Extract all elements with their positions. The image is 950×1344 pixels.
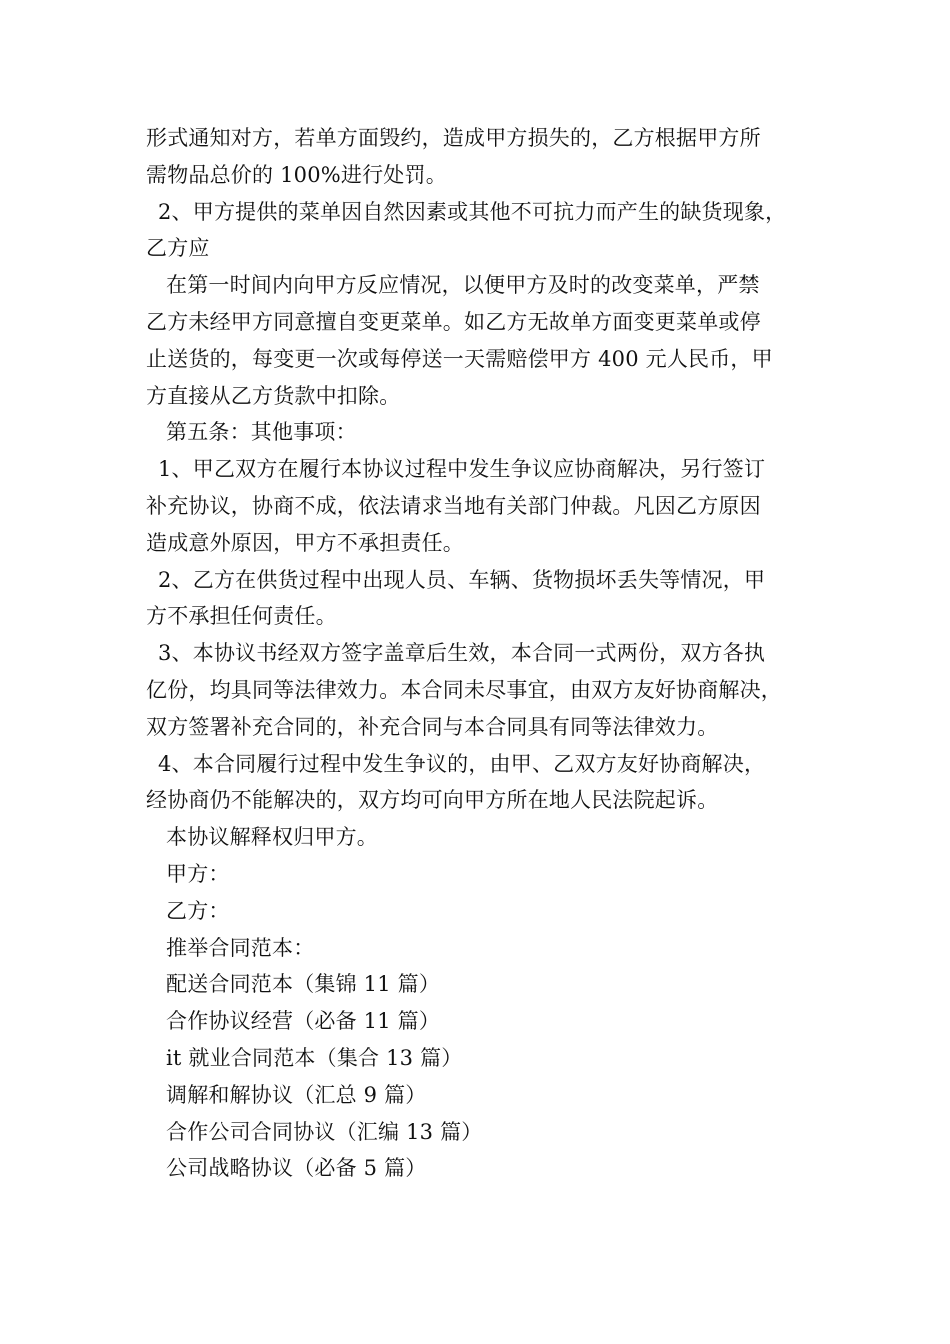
body-line: 方直接从乙方货款中扣除。 bbox=[146, 383, 401, 408]
body-line: 需物品总价的 100%进行处罚。 bbox=[146, 162, 447, 187]
document-page bbox=[146, 120, 836, 1187]
body-line: 亿份，均具同等法律效力。本合同未尽事宜，由双方友好协商解决， bbox=[146, 677, 782, 702]
body-line: 形式通知对方，若单方面毁约，造成甲方损失的，乙方根据甲方所 bbox=[146, 126, 761, 150]
interpretation-line: 本协议解释权归甲方。 bbox=[166, 825, 378, 850]
body-line: 补充协议，协商不成，依法请求当地有关部门仲裁。凡因乙方原因 bbox=[146, 493, 761, 518]
recommended-link[interactable]: 调解和解协议（汇总 9 篇） bbox=[166, 1082, 427, 1107]
body-line: 经协商仍不能解决的，双方均可向甲方所在地人民法院起诉。 bbox=[146, 788, 719, 813]
clause-2-line: 2、甲方提供的菜单因自然因素或其他不可抗力而产生的缺货现象， bbox=[158, 199, 787, 224]
body-line: 止送货的，每变更一次或每停送一天需赔偿甲方 400 元人民币，甲 bbox=[146, 346, 773, 371]
body-line: 乙方应 bbox=[146, 236, 210, 261]
recommended-heading: 推举合同范本： bbox=[166, 935, 315, 960]
body-line: 在第一时间内向甲方反应情况，以便甲方及时的改变菜单，严禁 bbox=[166, 273, 760, 298]
recommended-link[interactable]: 配送合同范本（集锦 11 篇） bbox=[166, 972, 441, 997]
clause-1-line: 1、甲乙双方在履行本协议过程中发生争议应协商解决，另行签订 bbox=[158, 457, 766, 482]
recommended-link[interactable]: 合作协议经营（必备 11 篇） bbox=[166, 1009, 441, 1034]
recommended-link[interactable]: it 就业合同范本（集合 13 篇） bbox=[166, 1045, 463, 1070]
body-line: 方不承担任何责任。 bbox=[146, 604, 337, 629]
party-b-label: 乙方： bbox=[166, 898, 230, 923]
clause-2-line: 2、乙方在供货过程中出现人员、车辆、货物损坏丢失等情况，甲 bbox=[158, 567, 766, 592]
clause-3-line: 3、本协议书经双方签字盖章后生效，本合同一式两份，双方各执 bbox=[158, 641, 766, 666]
body-line: 双方签署补充合同的，补充合同与本合同具有同等法律效力。 bbox=[146, 714, 719, 739]
party-a-label: 甲方： bbox=[166, 861, 230, 886]
recommended-link[interactable]: 公司战略协议（必备 5 篇） bbox=[166, 1156, 427, 1181]
body-line: 造成意外原因，甲方不承担责任。 bbox=[146, 530, 464, 555]
article-5-heading: 第五条：其他事项： bbox=[166, 420, 357, 445]
body-line: 乙方未经甲方同意擅自变更菜单。如乙方无故单方面变更菜单或停 bbox=[146, 309, 761, 334]
clause-4-line: 4、本合同履行过程中发生争议的，由甲、乙双方友好协商解决， bbox=[158, 751, 766, 776]
recommended-link[interactable]: 合作公司合同协议（汇编 13 篇） bbox=[166, 1119, 483, 1144]
